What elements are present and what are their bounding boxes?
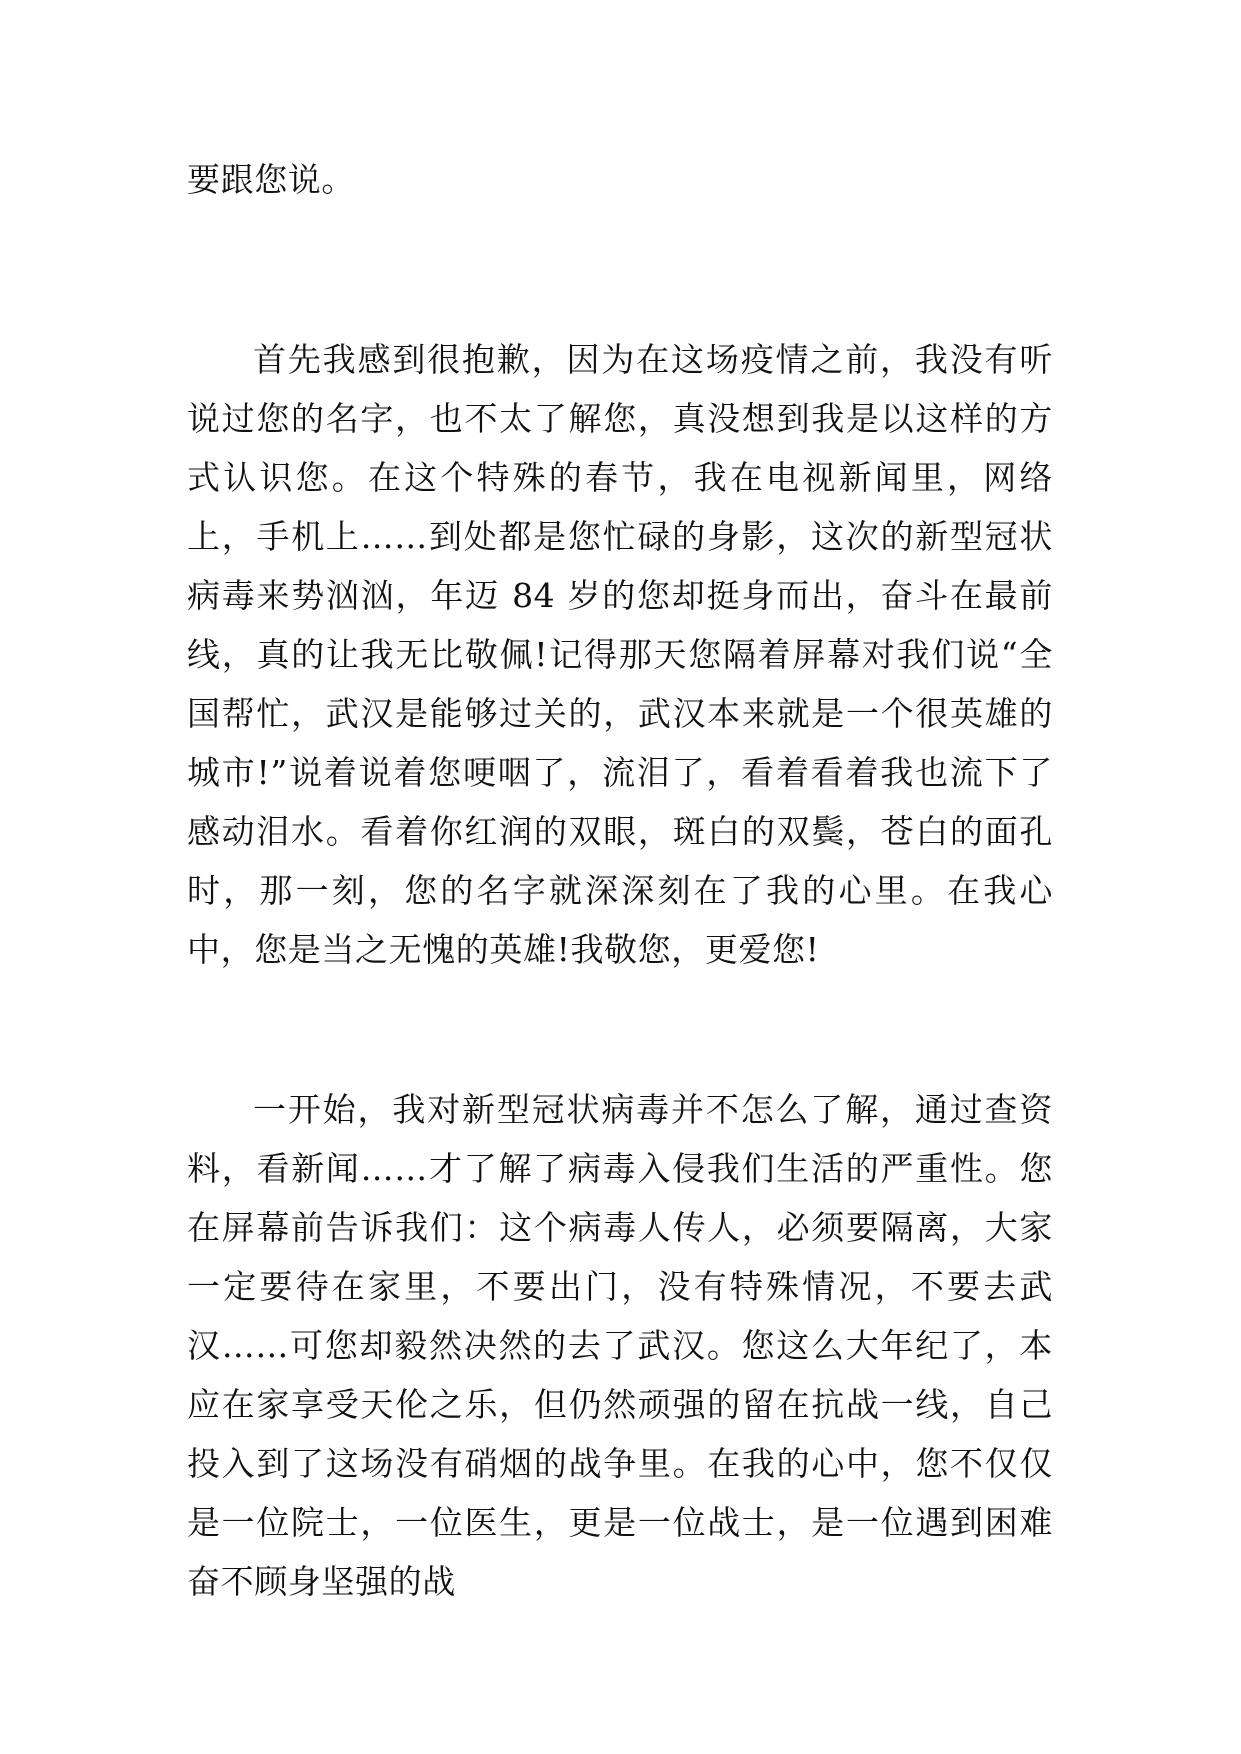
paragraph-apology: 首先我感到很抱歉，因为在这场疫情之前，我没有听说过您的名字，也不太了解您，真没想到我是以这样的方式认识您。在这个特殊的春节，我在电视新闻里，网络上，手机上……到处都是您忙碌的身影，这次的新型冠状病毒来势汹汹，年迈 84 岁的您却挺身而出，奋斗在最前线，真的让我无比敬佩!记得那天您隔着屏幕对我们说“全国帮忙，武汉是能够过关的，武汉本来就是一个很英雄的城市!”说着说着您哽咽了，流泪了，看着看着我也流下了感动泪水。看着你红润的双眼，斑白的双鬓，苍白的面孔时，那一刻，您的名字就深深刻在了我的心里。在我心中，您是当之无愧的英雄!我敬您，更爱您! bbox=[187, 340, 1053, 969]
paragraph-continuation: 要跟您说。 bbox=[187, 160, 355, 199]
paragraph-understanding: 一开始，我对新型冠状病毒并不怎么了解，通过查资料，看新闻……才了解了病毒入侵我们生活的严重性。您在屏幕前告诉我们：这个病毒人传人，必须要隔离，大家一定要待在家里，不要出门，没有特殊情况，不要去武汉……可您却毅然决然的去了武汉。您这么大年纪了，本应在家享受天伦之乐，但仍然顽强的留在抗战一线，自己投入到了这场没有硝烟的战争里。在我的心中，您不仅仅是一位院士，一位医生，更是一位战士，是一位遇到困难奋不顾身坚强的战 bbox=[187, 1090, 1053, 1601]
